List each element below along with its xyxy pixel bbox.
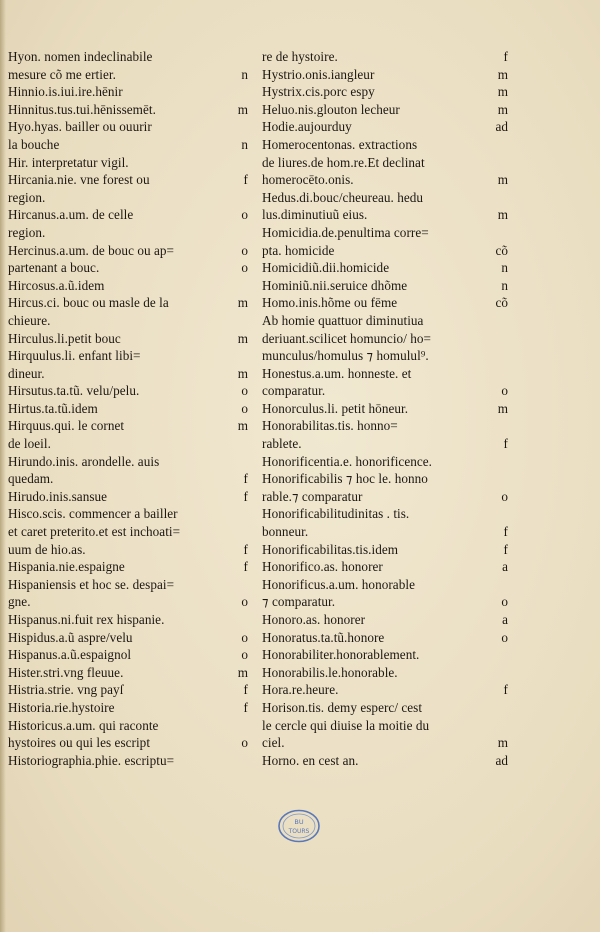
entry-text: Hisco.scis. commencer a bailler xyxy=(8,506,178,522)
entry-text: Hodie.aujourduy xyxy=(262,119,352,135)
grammatical-marker: f xyxy=(503,541,508,557)
entry-text: Hispania.nie.espaigne xyxy=(8,559,125,575)
entry-text: partenant a bouc. xyxy=(8,260,100,276)
entry-line xyxy=(8,453,248,471)
grammatical-marker: ad xyxy=(495,119,508,135)
entry-line xyxy=(8,505,248,523)
entry-text: Honestus.a.um. honneste. et xyxy=(262,365,412,381)
entry-line xyxy=(262,259,508,277)
entry-text: Hyo.hyas. bailler ou ouurir xyxy=(8,119,152,135)
grammatical-marker: o xyxy=(241,735,248,751)
grammatical-marker: f xyxy=(243,172,248,188)
entry-text: Hora.re.heure. xyxy=(262,682,339,698)
entry-line xyxy=(8,593,248,611)
entry-text: rable.⁊ comparatur xyxy=(262,488,363,504)
entry-line xyxy=(8,171,248,189)
grammatical-marker: a xyxy=(502,612,508,627)
entry-line xyxy=(262,312,508,330)
entry-text: Hispanus.a.ũ.espaignol xyxy=(8,647,132,663)
entry-line xyxy=(8,400,248,418)
entry-text: mesure cõ me ertier. xyxy=(8,66,116,82)
entry-text: Heluo.nis.glouton lecheur xyxy=(262,101,400,117)
entry-text: Hirsutus.ta.tũ. velu/pelu. xyxy=(8,383,140,399)
entry-text: comparatur. xyxy=(262,383,326,399)
entry-line xyxy=(8,629,248,647)
entry-line xyxy=(262,382,508,400)
entry-line xyxy=(262,699,508,717)
entry-line xyxy=(8,347,248,365)
library-stamp-icon xyxy=(277,808,321,844)
grammatical-marker: f xyxy=(503,682,508,698)
entry-line xyxy=(8,734,248,752)
entry-line xyxy=(8,541,248,559)
entry-text: de liures.de hom.re.Et declinat xyxy=(262,154,425,170)
grammatical-marker: m xyxy=(497,101,508,117)
entry-text: Historicus.a.um. qui raconte xyxy=(8,717,159,733)
entry-line xyxy=(8,664,248,682)
right-column xyxy=(262,48,508,769)
entry-text: Honoratus.ta.tũ.honore xyxy=(262,629,385,645)
grammatical-marker: m xyxy=(497,84,508,100)
entry-line xyxy=(8,206,248,224)
grammatical-marker: n xyxy=(241,66,248,82)
entry-line xyxy=(8,312,248,330)
entry-text: ciel. xyxy=(262,735,285,751)
entry-line xyxy=(8,752,248,770)
entry-text: Hedus.di.bouc/cheureau. hedu xyxy=(262,189,424,205)
grammatical-marker: o xyxy=(241,629,248,645)
entry-line xyxy=(262,576,508,594)
entry-text: Homicidia.de.penultima corre= xyxy=(262,224,429,240)
entry-text: Horison.tis. demy esperc/ cest xyxy=(262,699,423,715)
entry-text: Hystrio.onis.iangleur xyxy=(262,66,375,82)
entry-line xyxy=(8,488,248,506)
entry-line xyxy=(8,717,248,735)
entry-text: Hirquulus.li. enfant libi= xyxy=(8,348,141,364)
grammatical-marker: m xyxy=(237,664,248,680)
entry-text: bonneur. xyxy=(262,524,309,540)
entry-text: lus.diminutiuũ eius. xyxy=(262,207,368,223)
entry-line xyxy=(262,629,508,647)
entry-text: Honoro.as. honorer xyxy=(262,612,366,627)
entry-text: Hir. interpretatur vigil. xyxy=(8,154,129,170)
entry-line xyxy=(262,752,508,770)
entry-text: Honorificabilitas.tis.idem xyxy=(262,541,399,557)
entry-text: Honorabiliter.honorablement. xyxy=(262,647,420,663)
entry-line xyxy=(262,66,508,84)
entry-text: Homerocentonas. extractions xyxy=(262,136,418,152)
entry-text: Hirquus.qui. le cornet xyxy=(8,418,125,434)
entry-line xyxy=(262,470,508,488)
svg-text:TOURS: TOURS xyxy=(288,828,310,835)
entry-line xyxy=(8,242,248,260)
entry-line xyxy=(8,611,248,629)
entry-text: Hirundo.inis. arondelle. auis xyxy=(8,453,160,469)
entry-text: Ab homie quattuor diminutiua xyxy=(262,312,424,328)
grammatical-marker: o xyxy=(501,629,508,645)
grammatical-marker: cõ xyxy=(495,295,508,311)
grammatical-marker: m xyxy=(237,418,248,434)
entry-line xyxy=(262,242,508,260)
entry-text: de loeil. xyxy=(8,436,51,452)
entry-line xyxy=(262,83,508,101)
entry-line xyxy=(8,66,248,84)
grammatical-marker: o xyxy=(241,242,248,258)
entry-text: gne. xyxy=(8,594,31,610)
entry-text: region. xyxy=(8,224,46,240)
grammatical-marker: n xyxy=(501,260,508,276)
grammatical-marker: o xyxy=(241,383,248,399)
entry-text: Hircanus.a.um. de celle xyxy=(8,207,134,223)
entry-line xyxy=(262,206,508,224)
grammatical-marker: o xyxy=(241,260,248,276)
entry-line xyxy=(262,417,508,435)
entry-line xyxy=(262,136,508,154)
entry-line xyxy=(8,558,248,576)
entry-line xyxy=(8,83,248,101)
entry-line xyxy=(262,488,508,506)
entry-text: Honorabilitas.tis. honno= xyxy=(262,418,398,434)
entry-text: deriuant.scilicet homuncio/ ho= xyxy=(262,330,432,346)
entry-text: Honorculus.li. petit hōneur. xyxy=(262,400,409,416)
entry-line xyxy=(262,365,508,383)
entry-text: homerocēto.onis. xyxy=(262,172,354,188)
entry-text: Homo.inis.hõme ou fēme xyxy=(262,295,398,311)
grammatical-marker: o xyxy=(241,594,248,610)
entry-text: Hercinus.a.um. de bouc ou ap= xyxy=(8,242,174,258)
entry-line xyxy=(262,101,508,119)
entry-line xyxy=(8,224,248,242)
entry-text: Honorifico.as. honorer xyxy=(262,559,383,575)
grammatical-marker: ad xyxy=(495,752,508,768)
entry-line xyxy=(8,136,248,154)
entry-line xyxy=(262,400,508,418)
entry-text: Hirculus.li.petit bouc xyxy=(8,330,121,346)
entry-text: pta. homicide xyxy=(262,242,335,258)
grammatical-marker: f xyxy=(503,524,508,540)
entry-line xyxy=(262,664,508,682)
entry-line xyxy=(262,523,508,541)
entry-text: quedam. xyxy=(8,471,54,487)
entry-line xyxy=(262,646,508,664)
grammatical-marker: f xyxy=(243,699,248,715)
entry-text: Honorificentia.e. honorificence. xyxy=(262,453,433,469)
entry-line xyxy=(262,505,508,523)
entry-line xyxy=(8,277,248,295)
entry-line xyxy=(8,330,248,348)
entry-text: Hircosus.a.ũ.idem xyxy=(8,277,105,293)
entry-text: Hircus.ci. bouc ou masle de la xyxy=(8,295,169,311)
entry-text: ⁊ comparatur. xyxy=(262,594,336,610)
entry-text: la bouche xyxy=(8,136,60,152)
entry-text: hystoires ou qui les escript xyxy=(8,735,151,751)
entry-line xyxy=(262,611,508,629)
entry-text: Hinnio.is.iui.ire.hēnir xyxy=(8,84,123,100)
grammatical-marker: m xyxy=(237,295,248,311)
entry-line xyxy=(262,681,508,699)
entry-line xyxy=(262,330,508,348)
entry-text: Hyon. nomen indeclinabile xyxy=(8,49,153,64)
entry-text: Historiographia.phie. escriptu= xyxy=(8,752,175,768)
grammatical-marker: o xyxy=(501,383,508,399)
grammatical-marker: f xyxy=(243,471,248,487)
entry-text: Hystrix.cis.porc espy xyxy=(262,84,375,100)
grammatical-marker: f xyxy=(243,559,248,575)
entry-line xyxy=(262,118,508,136)
entry-line xyxy=(262,171,508,189)
grammatical-marker: f xyxy=(503,436,508,452)
entry-text: Homicidiũ.dii.homicide xyxy=(262,260,390,276)
entry-line xyxy=(262,154,508,172)
page-gutter-shadow xyxy=(0,0,6,932)
entry-text: munculus/homulus ⁊ homulul⁹. xyxy=(262,348,429,364)
entry-line xyxy=(8,259,248,277)
entry-line xyxy=(262,48,508,66)
entry-text: Honorificabilitudinitas . tis. xyxy=(262,506,410,522)
grammatical-marker: f xyxy=(243,488,248,504)
grammatical-marker: m xyxy=(237,101,248,117)
grammatical-marker: o xyxy=(501,488,508,504)
entry-line xyxy=(262,541,508,559)
grammatical-marker: o xyxy=(501,594,508,610)
entry-line xyxy=(8,154,248,172)
entry-text: uum de hio.as. xyxy=(8,541,86,557)
entry-line xyxy=(8,576,248,594)
entry-line xyxy=(262,277,508,295)
entry-line xyxy=(262,717,508,735)
entry-text: dineur. xyxy=(8,365,45,381)
entry-line xyxy=(262,558,508,576)
grammatical-marker: o xyxy=(241,400,248,416)
grammatical-marker: n xyxy=(501,277,508,293)
entry-text: Honorabilis.le.honorable. xyxy=(262,664,398,680)
entry-line xyxy=(8,523,248,541)
entry-line xyxy=(8,699,248,717)
grammatical-marker: m xyxy=(497,66,508,82)
grammatical-marker: m xyxy=(237,330,248,346)
grammatical-marker: f xyxy=(243,541,248,557)
entry-line xyxy=(8,435,248,453)
left-column xyxy=(8,48,248,769)
entry-line xyxy=(8,189,248,207)
entry-text: Hinnitus.tus.tui.hēnissemēt. xyxy=(8,101,156,117)
grammatical-marker: f xyxy=(503,49,508,64)
entry-line xyxy=(8,470,248,488)
entry-text: region. xyxy=(8,189,46,205)
entry-text: chieure. xyxy=(8,312,51,328)
grammatical-marker: a xyxy=(502,559,508,575)
grammatical-marker: m xyxy=(497,735,508,751)
grammatical-marker: cõ xyxy=(495,242,508,258)
svg-text:BU: BU xyxy=(294,818,304,826)
entry-line xyxy=(8,48,248,66)
entry-text: Hircania.nie. vne forest ou xyxy=(8,172,150,188)
entry-text: Honorificabilis ⁊ hoc le. honno xyxy=(262,471,428,487)
entry-text: Hominiũ.nii.seruice dhõme xyxy=(262,277,408,293)
entry-line xyxy=(262,453,508,471)
entry-line xyxy=(262,347,508,365)
grammatical-marker: m xyxy=(497,172,508,188)
entry-line xyxy=(262,294,508,312)
grammatical-marker: m xyxy=(497,207,508,223)
grammatical-marker: o xyxy=(241,207,248,223)
entry-line xyxy=(262,435,508,453)
entry-line xyxy=(262,224,508,242)
entry-text: Hirudo.inis.sansue xyxy=(8,488,108,504)
entry-line xyxy=(8,417,248,435)
entry-line xyxy=(262,734,508,752)
entry-text: re de hystoire. xyxy=(262,49,338,64)
entry-line xyxy=(262,189,508,207)
entry-text: Histria.strie. vng payſ xyxy=(8,682,124,698)
entry-text: Hispanus.ni.fuit rex hispanie. xyxy=(8,612,165,627)
entry-line xyxy=(8,646,248,664)
entry-text: Hispidus.a.ũ aspre/velu xyxy=(8,629,133,645)
entry-line xyxy=(8,681,248,699)
grammatical-marker: n xyxy=(241,136,248,152)
grammatical-marker: m xyxy=(497,400,508,416)
entry-text: et caret preterito.et est inchoati= xyxy=(8,524,181,540)
entry-text: Hispaniensis et hoc se. despai= xyxy=(8,576,175,592)
grammatical-marker: m xyxy=(237,365,248,381)
entry-line xyxy=(8,365,248,383)
grammatical-marker: o xyxy=(241,647,248,663)
entry-text: Horno. en cest an. xyxy=(262,752,359,768)
entry-line xyxy=(8,118,248,136)
entry-line xyxy=(8,294,248,312)
grammatical-marker: f xyxy=(243,682,248,698)
entry-line xyxy=(8,382,248,400)
entry-line xyxy=(262,593,508,611)
entry-text: Hister.stri.vng fleuue. xyxy=(8,664,124,680)
entry-text: Hirtus.ta.tũ.idem xyxy=(8,400,98,416)
entry-text: Honorificus.a.um. honorable xyxy=(262,576,415,592)
entry-text: le cercle qui diuise la moitie du xyxy=(262,717,430,733)
entry-line xyxy=(8,101,248,119)
entry-text: Historia.rie.hystoire xyxy=(8,699,115,715)
entry-text: rablete. xyxy=(262,436,302,452)
